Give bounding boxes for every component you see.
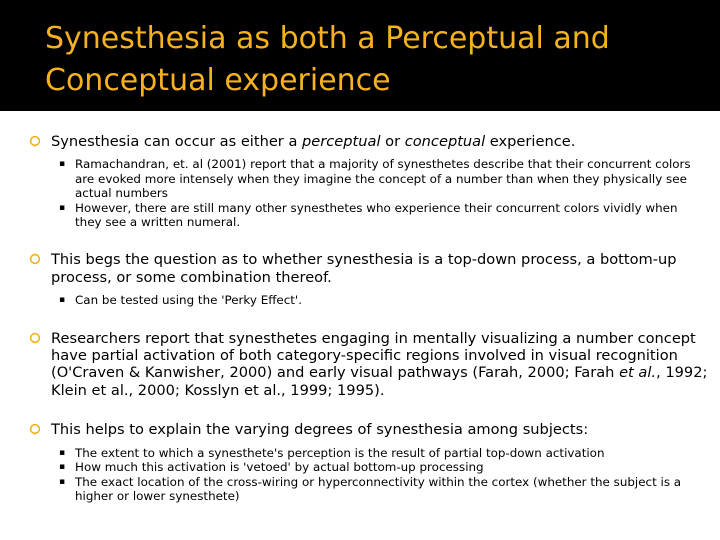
sub-bullet-perky-effect: [0, 293, 720, 307]
bullet-text-italic: conceptual: [404, 133, 486, 150]
square-bullet-icon: ▪: [59, 159, 66, 170]
bullet-top-down-question: [0, 251, 720, 286]
square-bullet-icon: ▪: [59, 462, 66, 473]
sub-bullet-text: The extent to which a synesthete's perception is the result of partial top-down activation: [75, 445, 605, 460]
title-bar: [0, 0, 720, 111]
sub-bullet-ramachandran: [0, 157, 720, 200]
bullet-perceptual-conceptual: [0, 133, 720, 150]
ring-bullet-icon: [29, 423, 41, 435]
bullet-varying-degrees: [0, 421, 720, 438]
bullet-text: , 1992; Klein et al., 2000; Kosslyn et al., 1999; 1995).: [51, 364, 708, 399]
bullet-text: or: [380, 133, 405, 150]
bullet-text: Researchers report that synesthetes engaging in mentally visualizing a number concept have partial activation of both category-specific regions involved in visual recognition (O'Craven & Kanwisher, 2000) and early visual pathways (Farah, 2000; Farah: [51, 329, 696, 382]
square-bullet-icon: ▪: [59, 476, 66, 487]
bullet-text: This begs the question as to whether synesthesia is a top-down process, a bottom-up process, or some combination thereof.: [51, 251, 677, 286]
slide-title: Synesthesia as both a Perceptual and Conceptual experience: [45, 21, 610, 98]
sub-bullet-extent: [0, 446, 720, 460]
ring-bullet-icon: [29, 253, 41, 265]
bullet-text: experience.: [485, 133, 576, 150]
sub-bullet-cross-wiring: [0, 475, 720, 504]
sub-bullet-text: How much this activation is 'vetoed' by actual bottom-up processing: [75, 460, 484, 475]
sub-bullet-text: Can be tested using the 'Perky Effect'.: [75, 293, 302, 308]
sub-bullet-vetoed: [0, 460, 720, 474]
ring-bullet-icon: [29, 135, 41, 147]
bullet-text: Synesthesia can occur as either a: [51, 133, 303, 150]
square-bullet-icon: ▪: [59, 202, 66, 213]
sub-bullet-text: Ramachandran, et. al (2001) report that a majority of synesthetes describe that their concurrent colors are evoked more intensely when they imagine the concept of a number than when they physically see actual numbers: [75, 157, 691, 201]
bullet-text-italic: et al.: [619, 364, 657, 382]
bullet-researchers: [0, 330, 720, 400]
sub-bullet-however: [0, 201, 720, 230]
sub-bullet-text: The exact location of the cross-wiring or hyperconnectivity within the cortex (whether the subject is a higher or lower synesthete): [75, 474, 682, 503]
sub-bullet-text: However, there are still many other synesthetes who experience their concurrent colors vividly when they see a written numeral.: [75, 200, 678, 230]
ring-bullet-icon: [29, 332, 41, 344]
square-bullet-icon: ▪: [59, 295, 66, 306]
square-bullet-icon: ▪: [59, 447, 66, 458]
bullet-text: This helps to explain the varying degrees of synesthesia among subjects:: [51, 421, 589, 439]
slide-content: [0, 133, 720, 503]
bullet-text-italic: perceptual: [302, 133, 381, 150]
